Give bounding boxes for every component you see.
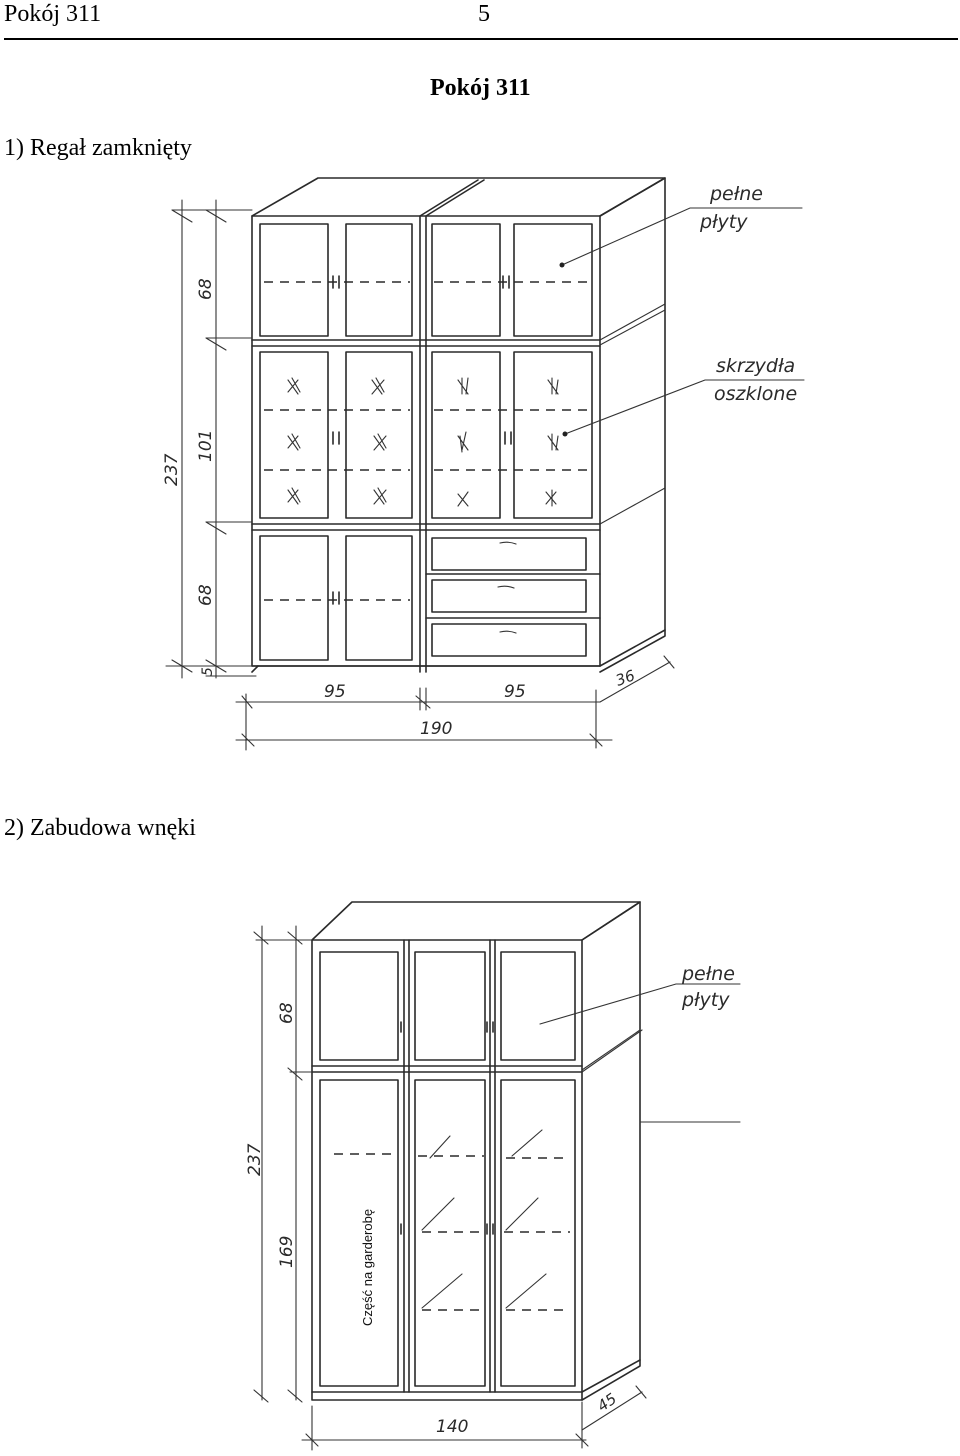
dim2-height-top: 68 <box>277 1002 297 1024</box>
label2-solid-line1: pełne <box>682 963 735 985</box>
dimension-labels <box>162 278 637 739</box>
label-solid-line1: pełne <box>710 183 763 205</box>
dim-depth: 36 <box>613 666 638 690</box>
section-heading-alcove-unit: 2) Zabudowa wnęki <box>4 815 196 841</box>
material-annotations <box>699 183 797 405</box>
dim2-height-bottom: 169 <box>277 1235 297 1268</box>
dim-height-total: 237 <box>162 453 182 486</box>
dim-plinth: 5 <box>200 667 216 676</box>
dim-height-top: 68 <box>196 278 216 300</box>
header-room-title: Pokój 311 <box>4 1 102 27</box>
dim-height-bottom: 68 <box>196 584 216 606</box>
lower-doors <box>260 536 412 660</box>
page-number: 5 <box>478 1 490 27</box>
drawers <box>426 538 600 656</box>
dim-height-middle: 101 <box>196 429 216 462</box>
dim-width-left: 95 <box>324 682 346 702</box>
label-glazed-line1: skrzydła <box>716 355 796 377</box>
cabinet-outline <box>252 178 665 672</box>
dim-width-total: 190 <box>420 719 453 739</box>
leader-point-icon <box>563 432 568 437</box>
leader-point-icon <box>560 263 565 268</box>
dim-width-right: 95 <box>504 682 526 702</box>
section-heading-closed-shelf: 1) Regał zamknięty <box>4 135 192 161</box>
door-handles <box>333 276 511 604</box>
dim2-width-total: 140 <box>436 1417 469 1437</box>
page-title: Pokój 311 <box>430 75 531 101</box>
label2-solid-line2: płyty <box>682 989 730 1011</box>
dim2-depth: 45 <box>593 1389 620 1416</box>
label-solid-line2: płyty <box>700 211 748 233</box>
label-wardrobe-part: Część na garderobę <box>360 1208 375 1326</box>
dim2-height-total: 237 <box>245 1143 265 1176</box>
label-glazed-line2: oszklone <box>714 383 798 405</box>
